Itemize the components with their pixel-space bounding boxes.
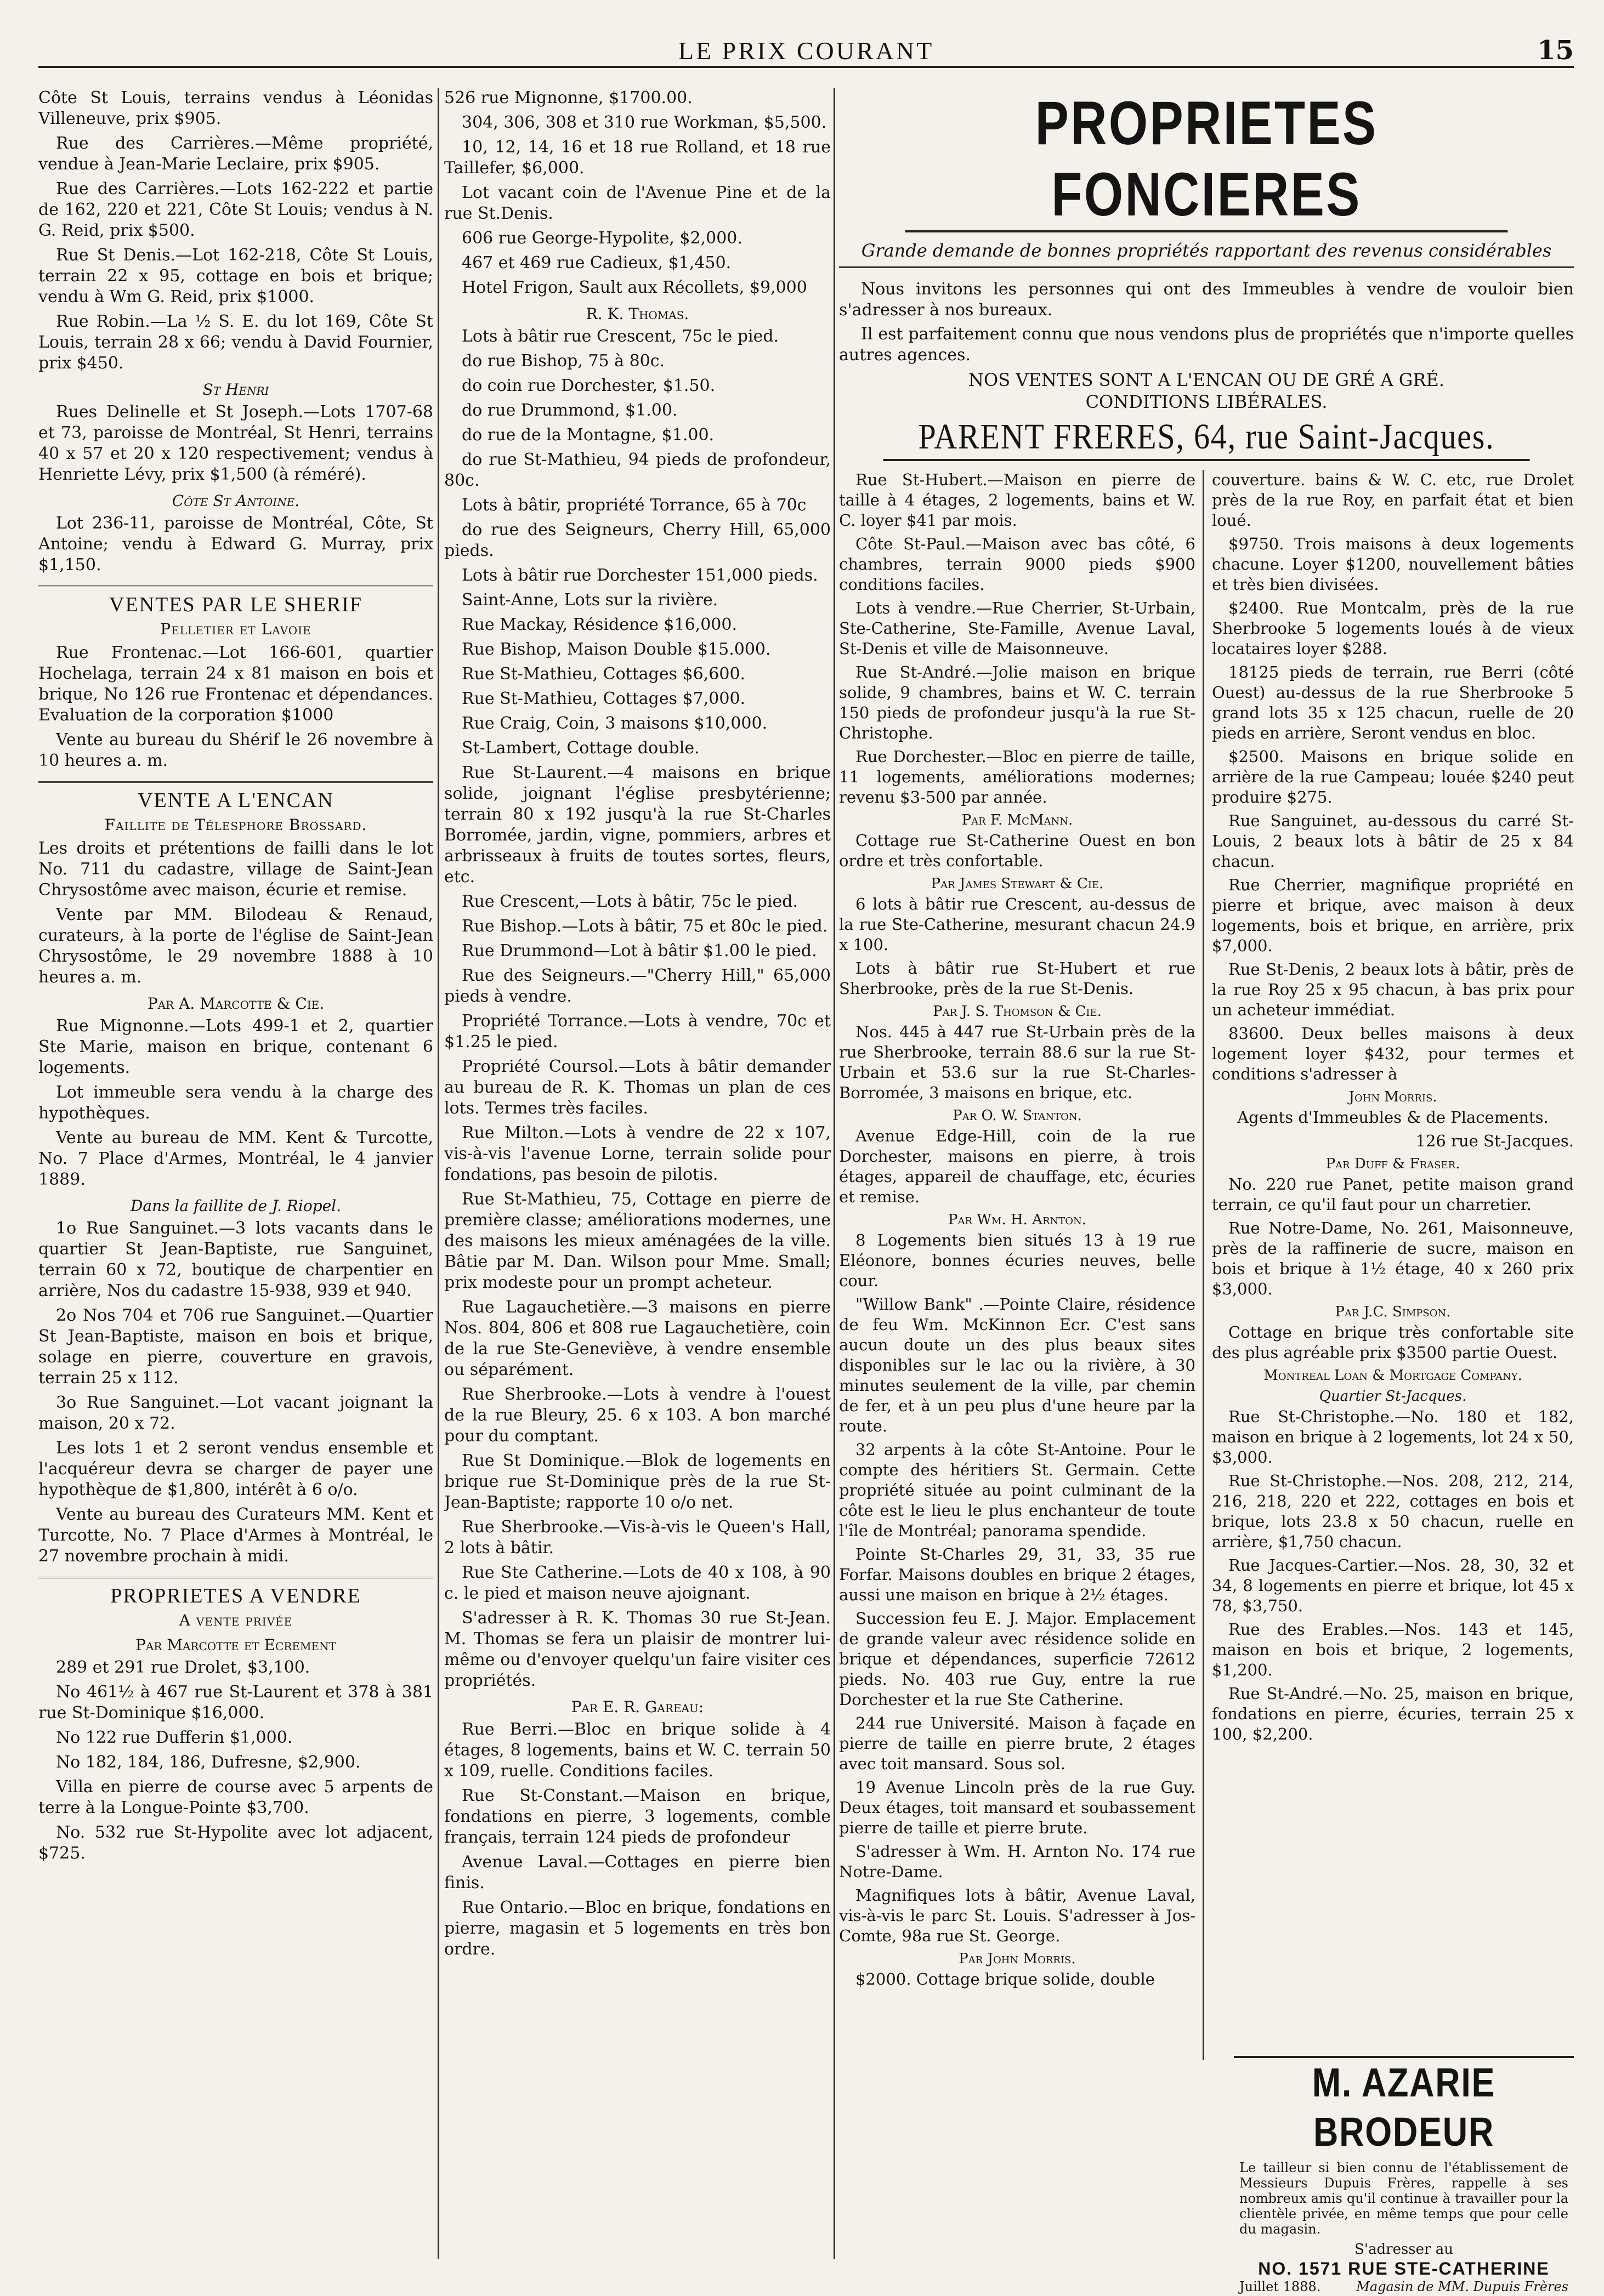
- listing: Rues Delinelle et St Joseph.—Lots 1707-68 et 73, paroisse de Montréal, St Henri, terrains 40 x 57 et 20 x 120 respectivement; vendus à Henriette Lévy, prix $1,500 (à réméré).: [38, 402, 433, 484]
- brodeur-advertisement: [1234, 2056, 1574, 2294]
- listing: Nos. 445 à 447 rue St-Urbain près de la rue Sherbrooke, terrain 88.6 sur la rue St-Urbain et 53.6 sur la rue St-Charles-Borromée, 3 maisons en brique, etc.: [839, 1022, 1195, 1102]
- listing: do coin rue Dorchester, $1.50.: [462, 376, 716, 395]
- listing: No 461½ à 467 rue St-Laurent et 378 à 381 rue St-Dominique $16,000.: [38, 1683, 433, 1723]
- listing: Rue St Denis.—Lot 162-218, Côte St Louis, terrain 22 x 95, cottage en bois et brique; vendu à Wm G. Reid, prix $1000.: [38, 246, 433, 306]
- section-heading-vendre: PROPRIETES A VENDRE: [38, 1577, 433, 1608]
- column-divider: [1203, 470, 1204, 2060]
- listing: Rue Ontario.—Bloc en brique, fondations en pierre, magasin et 5 logements en très bon ordre.: [444, 1898, 831, 1959]
- listing: Rue St-Christophe.—No. 180 et 182, maison en brique à 2 logements, lot 24 x 50, $3,000.: [1212, 1407, 1574, 1467]
- listing: Rue Ste Catherine.—Lots de 40 x 108, à 90 c. le pied et maison neuve ajoignant.: [444, 1563, 831, 1603]
- listing: 83600. Deux belles maisons à deux logement loyer $432, pour termes et conditions s'adresser à: [1212, 1024, 1574, 1083]
- listing: Rue des Carrières.—Lots 162-222 et partie de 162, 220 et 221, Côte St Louis; vendus à N. G. Reid, prix $500.: [38, 179, 433, 240]
- listing: Rue St-André.—No. 25, maison en brique, fondations en pierre, écuries, terrain 25 x 100, $2,200.: [1212, 1684, 1574, 1743]
- listing: 10, 12, 14, 16 et 18 rue Rolland, et 18 rue Taillefer, $6,000.: [444, 138, 831, 178]
- newspaper-page: [38, 33, 1574, 2294]
- ad-text: Le tailleur si bien connu de l'établissement de Messieurs Dupuis Frères, rappelle à ses nombreux amis qu'il continue à travailler pour la clientèle privée, en même temps que pour celle du magasin.: [1239, 2160, 1568, 2237]
- listing: 19 Avenue Lincoln près de la rue Guy. Deux étages, toit mansard et soubassement pierre de taille et pierre brute.: [839, 1778, 1195, 1837]
- listing: Rue Lagauchetière.—3 maisons en pierre Nos. 804, 806 et 808 rue Lagauchetière, coin de la rue Ste-Geneviève, à vendre ensemble ou séparément.: [444, 1298, 831, 1379]
- listing: S'adresser à Wm. H. Arnton No. 174 rue Notre-Dame.: [839, 1842, 1195, 1881]
- listing: Avenue Laval.—Cottages en pierre bien finis.: [444, 1852, 831, 1893]
- column-divider: [438, 88, 439, 2259]
- listing: Lots à bâtir rue Crescent, 75c le pied.: [462, 327, 779, 346]
- block-intro: Il est parfaitement connu que nous vendons plus de propriétés que n'importe quelles autres agences.: [839, 325, 1574, 365]
- listing: 467 et 469 rue Cadieux, $1,450.: [462, 253, 732, 272]
- listing: Cottage rue St-Catherine Ouest en bon ordre et très confortable.: [839, 831, 1195, 870]
- listing: Rue St-Mathieu, 75, Cottage en pierre de première classe; améliorations modernes, une des maisons les mieux aménagées de la ville. Bâtie par M. Dan. Wilson pour Mme. Small; prix modeste pour un prompt acheteur.: [444, 1190, 831, 1292]
- listing: Rue Dorchester.—Bloc en pierre de taille, 11 logements, améliorations modernes; revenu $3-500 par année.: [839, 747, 1195, 806]
- ad-address: NO. 1571 RUE STE-CATHERINE: [1258, 2259, 1550, 2278]
- listing: Rue des Seigneurs.—"Cherry Hill," 65,000 pieds à vendre.: [444, 966, 831, 1006]
- section-byline: Par J.C. Simpson.: [1335, 1304, 1451, 1320]
- proprietes-foncieres-block: [839, 88, 1574, 2039]
- section-byline: Faillite de Télesphore Brossard.: [104, 816, 367, 834]
- section-byline: Montreal Loan & Mortgage Company.: [1263, 1367, 1522, 1384]
- section-byline: Par A. Marcotte & Cie.: [147, 994, 325, 1013]
- listing: 1o Rue Sanguinet.—3 lots vacants dans le quartier St Jean-Baptiste, rue Sanguinet, terrain 60 x 72, boutique de charpentier en arrière, Nos du cadastre 15-938, 939 et 940.: [38, 1219, 433, 1300]
- listing: 2o Nos 704 et 706 rue Sanguinet.—Quartier St Jean-Baptiste, maison en bois et brique, solage en pierre, couverture en gravois, terrain 25 x 112.: [38, 1306, 433, 1388]
- listing: Lots à vendre.—Rue Cherrier, St-Urbain, Ste-Catherine, Ste-Famille, Avenue Laval, St-Denis et ville de Maisonneuve.: [839, 599, 1195, 658]
- listing: do rue St-Mathieu, 94 pieds de profondeur, 80c.: [444, 450, 831, 490]
- listing: Rue St-Laurent.—4 maisons en brique solide, joignant l'église presbytérienne; terrain 80 x 192 jusqu'à la rue St-Charles Borromée, jardin, vigne, pommiers, arbres et arbrisseaux à fruits de toutes sortes, fleurs, etc.: [444, 763, 831, 886]
- listing: Lots à bâtir rue St-Hubert et rue Sherbrooke, près de la rue St-Denis.: [839, 959, 1195, 998]
- listing: Rue Sherbrooke.—Vis-à-vis le Queen's Hall, 2 lots à bâtir.: [444, 1518, 831, 1558]
- listing: Cottage en brique très confortable site des plus agréable prix $3500 partie Ouest.: [1212, 1323, 1574, 1362]
- section-byline: Par F. McMann.: [961, 812, 1073, 828]
- listing: do rue Bishop, 75 à 80c.: [462, 351, 665, 371]
- listing: Vente au bureau des Curateurs MM. Kent et Turcotte, No. 7 Place d'Armes à Montréal, le 27 novembre prochain à midi.: [38, 1505, 433, 1566]
- listing: No 182, 184, 186, Dufresne, $2,900.: [56, 1753, 361, 1772]
- section-byline: Par O. W. Stanton.: [953, 1107, 1082, 1124]
- listing: Rue St-Mathieu, Cottages $6,600.: [462, 664, 746, 684]
- listing: Lot vacant coin de l'Avenue Pine et de la rue St.Denis.: [444, 183, 831, 223]
- listing: Rue Mignonne.—Lots 499-1 et 2, quartier Ste Marie, maison en brique, contenant 6 logements.: [38, 1016, 433, 1077]
- column-2: [444, 88, 831, 2259]
- listing: Rue Cherrier, magnifique propriété en pierre et brique, avec maison à deux logements, bois et brique, en arrière, prix $7,000.: [1212, 876, 1574, 955]
- listing: Côte St Louis, terrains vendus à Léonidas Villeneuve, prix $905.: [38, 88, 433, 128]
- listing: Les lots 1 et 2 seront vendus ensemble et l'acquéreur devra se charger de payer une hypothèque de $1,800, intérêt à 6 o/o.: [38, 1439, 433, 1499]
- listing: Vente au bureau du Shérif le 26 novembre à 10 heures a. m.: [38, 730, 433, 770]
- section-subheading: Quartier St-Jacques.: [1319, 1388, 1467, 1405]
- listing: St-Lambert, Cottage double.: [462, 738, 700, 758]
- listing: Rue St-Hubert.—Maison en pierre de taille à 4 étages, 2 logements, bains et W. C. loyer $41 par mois.: [839, 470, 1195, 530]
- block-intro: Nous invitons les personnes qui ont des Immeubles à vendre de vouloir bien s'adresser à nos bureaux.: [839, 280, 1574, 320]
- listing: Rue Craig, Coin, 3 maisons $10,000.: [462, 714, 768, 733]
- section-byline: Par James Stewart & Cie.: [931, 876, 1104, 892]
- section-subheading: Dans la faillite de J. Riopel.: [130, 1197, 342, 1215]
- listing: Rue St-Denis, 2 beaux lots à bâtir, près de la rue Roy 25 x 95 chacun, à bas prix pour un acheteur immédiat.: [1212, 960, 1574, 1019]
- listing: Hotel Frigon, Sault aux Récollets, $9,000: [462, 278, 807, 297]
- ad-date: Juillet 1888.: [1239, 2279, 1321, 2294]
- listing: do rue des Seigneurs, Cherry Hill, 65,000 pieds.: [444, 520, 831, 560]
- listing: Vente au bureau de MM. Kent & Turcotte, No. 7 Place d'Armes, Montréal, le 4 janvier 1889.: [38, 1128, 433, 1189]
- ad-note: Magasin de MM. Dupuis Frères: [1356, 2279, 1568, 2294]
- listing: Lot 236-11, paroisse de Montréal, Côte, St Antoine; vendu à Edward G. Murray, prix $1,150.: [38, 514, 433, 575]
- section-byline: Par Wm. H. Arnton.: [948, 1212, 1087, 1228]
- section-byline: Pelletier et Lavoie: [160, 620, 311, 638]
- listing: do rue Drummond, $1.00.: [462, 401, 678, 420]
- listing: Rue St Dominique.—Blok de logements en brique rue St-Dominique près de la rue St-Jean-Baptiste; rapporte 10 o/o net.: [444, 1451, 831, 1512]
- listing: Succession feu E. J. Major. Emplacement de grande valeur avec résidence solide en brique et dépendances, superficie 72612 pieds. No. 403 rue Guy, entre la rue Dorchester et la rue Ste Catherine.: [839, 1609, 1195, 1709]
- listing: 606 rue George-Hypolite, $2,000.: [462, 229, 743, 248]
- listing: Magnifiques lots à bâtir, Avenue Laval, vis-à-vis le parc St. Louis. S'adresser à Jos-Comte, 98a rue St. George.: [839, 1886, 1195, 1945]
- section-byline: Par J. S. Thomson & Cie.: [933, 1003, 1102, 1020]
- agency-banner: PARENT FRERES, 64, rue Saint-Jacques.: [883, 415, 1529, 461]
- listing: Côte St-Paul.—Maison avec bas côté, 6 chambres, terrain 9000 pieds $900 conditions faciles.: [839, 535, 1195, 594]
- listing: Avenue Edge-Hill, coin de la rue Dorchester, maisons en pierre, à trois étages, appareil de chauffage, etc, écuries et remise.: [839, 1127, 1195, 1206]
- listing: $2000. Cottage brique solide, double: [855, 1970, 1155, 1988]
- listing: Rue Bishop, Maison Double $15.000.: [462, 640, 771, 659]
- listing: Saint-Anne, Lots sur la rivière.: [462, 590, 718, 610]
- listing: Pointe St-Charles 29, 31, 33, 35 rue Forfar. Maisons doubles en brique 2 étages, aussi une maison en brique à 2½ étages.: [839, 1545, 1195, 1604]
- listing: Rue Jacques-Cartier.—Nos. 28, 30, 32 et 34, 8 logements en pierre et brique, lot 45 x 78, $3,750.: [1212, 1556, 1574, 1615]
- column-3: [839, 470, 1195, 2060]
- ad-title: M. AZARIE BRODEUR: [1312, 2060, 1496, 2155]
- listing: 32 arpents à la côte St-Antoine. Pour le compte des héritiers St. Germain. Cette propriété située au point culminant de la côte est le lieu le plus enchanteur de toute l'île de Montréal; panorama spendide.: [839, 1440, 1195, 1540]
- listing: 289 et 291 rue Drolet, $3,100.: [56, 1658, 310, 1677]
- listing: Rue St-André.—Jolie maison en brique solide, 9 chambres, bains et W. C. terrain 150 pieds de profondeur jusqu'à la rue St-Christophe.: [839, 663, 1195, 742]
- listing: Vente par MM. Bilodeau & Renaud, curateurs, à la porte de l'église de Saint-Jean Chrysostôme, le 29 novembre 1888 à 10 heures a. m.: [38, 905, 433, 987]
- listing: Rue des Erables.—Nos. 143 et 145, maison en bois et brique, 2 logements, $1,200.: [1212, 1620, 1574, 1679]
- listing: Propriété Coursol.—Lots à bâtir demander au bureau de R. K. Thomas un plan de ces lots. Termes très faciles.: [444, 1057, 831, 1118]
- listing: Rue des Carrières.—Même propriété, vendue à Jean-Marie Leclaire, prix $905.: [38, 134, 433, 174]
- block-title: PROPRIETES FONCIERES: [905, 88, 1508, 232]
- listing: Rue St-Mathieu, Cottages $7,000.: [462, 689, 746, 708]
- section-byline: Par Duff & Fraser.: [1325, 1156, 1460, 1172]
- column-4: [1212, 470, 1574, 2060]
- listing: Les droits et prétentions de failli dans le lot No. 711 du cadastre, village de Saint-Jean Chrysostôme avec maison, écurie et remise.: [38, 839, 433, 900]
- listing: No. 220 rue Panet, petite maison grand terrain, ce qu'il faut pour un charretier.: [1212, 1175, 1574, 1214]
- column-divider: [834, 88, 835, 2259]
- section-heading-sherif: VENTES PAR LE SHERIF: [38, 586, 433, 617]
- listing: Rue Drummond—Lot à bâtir $1.00 le pied.: [462, 941, 817, 961]
- conditions-notice: CONDITIONS LIBÉRALES.: [1085, 391, 1328, 412]
- listing: do rue de la Montagne, $1.00.: [462, 425, 715, 445]
- listing: Lot immeuble sera vendu à la charge des hypothèques.: [38, 1083, 433, 1123]
- listing: Rue Bishop.—Lots à bâtir, 75 et 80c le pied.: [462, 917, 828, 936]
- listing: $2400. Rue Montcalm, près de la rue Sherbrooke 5 logements loués à de vieux locataires loyer $288.: [1212, 599, 1574, 658]
- listing: Rue St-Christophe.—Nos. 208, 212, 214, 216, 218, 220 et 222, cottages en bois et brique, lots 23.8 x 50 chacun, ruelle en arrière, $1,750 chacun.: [1212, 1471, 1574, 1551]
- listing: Rue Milton.—Lots à vendre de 22 x 107, vis-à-vis l'avenue Lorne, terrain solide pour fondations, pas besoin de pilotis.: [444, 1123, 831, 1184]
- listing: 244 rue Université. Maison à façade en pierre de taille en pierre brute, 2 étages avec toit mansard. Sous sol.: [839, 1714, 1195, 1773]
- section-byline: A vente privée: [179, 1611, 293, 1629]
- section-heading-encan: VENTE A L'ENCAN: [38, 781, 433, 812]
- ad-prompt: S'adresser au: [1354, 2241, 1453, 2258]
- listing: 304, 306, 308 et 310 rue Workman, $5,500.: [462, 113, 827, 132]
- listing: No. 532 rue St-Hypolite avec lot adjacent, $725.: [38, 1823, 433, 1863]
- listing: Rue Frontenac.—Lot 166-601, quartier Hochelaga, terrain 24 x 81 maison en bois et brique, No 126 rue Frontenac et dépendances. Evaluation de la corporation $1000: [38, 643, 433, 725]
- listing: Rue Mackay, Résidence $16,000.: [462, 615, 738, 634]
- section-byline: Par John Morris.: [959, 1951, 1076, 1967]
- listing: Rue Crescent,—Lots à bâtir, 75c le pied.: [462, 892, 798, 911]
- newspaper-title: LE PRIX COURANT: [678, 37, 934, 65]
- page-number: 15: [1537, 35, 1574, 66]
- section-subheading: Côte St Antoine.: [172, 492, 300, 510]
- listings-columns: [839, 470, 1574, 2060]
- listing: 6 lots à bâtir rue Crescent, au-dessus de la rue Ste-Catherine, mesurant chacun 24.9 x 100.: [839, 895, 1195, 954]
- section-byline: R. K. Thomas.: [586, 305, 689, 323]
- column-1: [38, 88, 433, 2259]
- agent-title: Agents d'Immeubles & de Placements.: [1237, 1108, 1549, 1127]
- listing: Rue Notre-Dame, No. 261, Maisonneuve, près de la raffinerie de sucre, maison en bois et brique à 1½ étage, 40 x 260 prix $3,000.: [1212, 1219, 1574, 1298]
- section-subheading: St Henri: [202, 380, 269, 399]
- listing: 8 Logements bien situés 13 à 19 rue Eléonore, bonnes écuries neuves, belle cour.: [839, 1231, 1195, 1290]
- block-subtitle: Grande demande de bonnes propriétés rapportant des revenus considérables: [839, 240, 1574, 268]
- listing: No 122 rue Dufferin $1,000.: [56, 1728, 293, 1747]
- listing: Propriété Torrance.—Lots à vendre, 70c et $1.25 le pied.: [444, 1011, 831, 1052]
- section-byline: Par E. R. Gareau:: [571, 1698, 704, 1716]
- listing: Rue St-Constant.—Maison en brique, fondations en pierre, 3 logements, comble français, terrain 124 pieds de profondeur: [444, 1786, 831, 1847]
- listing: S'adresser à R. K. Thomas 30 rue St-Jean. M. Thomas se fera un plaisir de montrer lui-même ou d'envoyer quelqu'un faire visiter ces propriétés.: [444, 1609, 831, 1690]
- listing: $2500. Maisons en brique solide en arrière de la rue Campeau; louée $240 peut produire $275.: [1212, 747, 1574, 806]
- section-byline: John Morris.: [1348, 1089, 1437, 1105]
- listing: Rue Robin.—La ½ S. E. du lot 169, Côte St Louis, terrain 28 x 66; vendu à David Fournier, prix $450.: [38, 312, 433, 373]
- listing: Rue Sanguinet, au-dessous du carré St-Louis, 2 beaux lots à bâtir de 25 x 84 chacun.: [1212, 811, 1574, 871]
- listing: Rue Berri.—Bloc en brique solide à 4 étages, 8 logements, bains et W. C. terrain 50 x 109, ruelle. Conditions faciles.: [444, 1720, 831, 1781]
- section-byline: Par Marcotte et Ecrement: [135, 1636, 336, 1654]
- listing: 526 rue Mignonne, $1700.00.: [444, 88, 693, 107]
- sales-notice: NOS VENTES SONT A L'ENCAN OU DE GRÉ A GRÉ.: [968, 370, 1444, 390]
- listing: Lots à bâtir rue Dorchester 151,000 pieds.: [462, 566, 818, 585]
- listing: Villa en pierre de course avec 5 arpents de terre à la Longue-Pointe $3,700.: [38, 1777, 433, 1817]
- listing: Lots à bâtir, propriété Torrance, 65 à 70c: [462, 496, 807, 515]
- listing: "Willow Bank" .—Pointe Claire, résidence de feu Wm. McKinnon Ecr. C'est sans aucun doute un des plus beaux sites disponibles sur le lac ou la rivière, à 30 minutes seulement de la ville, par chemin de fer, et à un peu plus d'une heure par la route.: [839, 1295, 1195, 1435]
- page-header: [38, 33, 1574, 68]
- listing: 3o Rue Sanguinet.—Lot vacant joignant la maison, 20 x 72.: [38, 1393, 433, 1433]
- listing: couverture. bains & W. C. etc, rue Drolet près de la rue Roy, en parfait état et bien loué.: [1212, 470, 1574, 530]
- listing: 18125 pieds de terrain, rue Berri (côté Ouest) au-dessus de la rue Sherbrooke 5 grand lots 35 x 125 chacun, ruelle de 20 pieds en arrière, Seront vendus en bloc.: [1212, 663, 1574, 742]
- listing: $9750. Trois maisons à deux logements chacune. Loyer $1200, nouvellement bâties et très bien divisées.: [1212, 535, 1574, 594]
- agent-address: 126 rue St-Jacques.: [1415, 1132, 1574, 1150]
- listing: Rue Sherbrooke.—Lots à vendre à l'ouest de la rue Bleury, 25. 6 x 103. A bon marché pour du comptant.: [444, 1385, 831, 1446]
